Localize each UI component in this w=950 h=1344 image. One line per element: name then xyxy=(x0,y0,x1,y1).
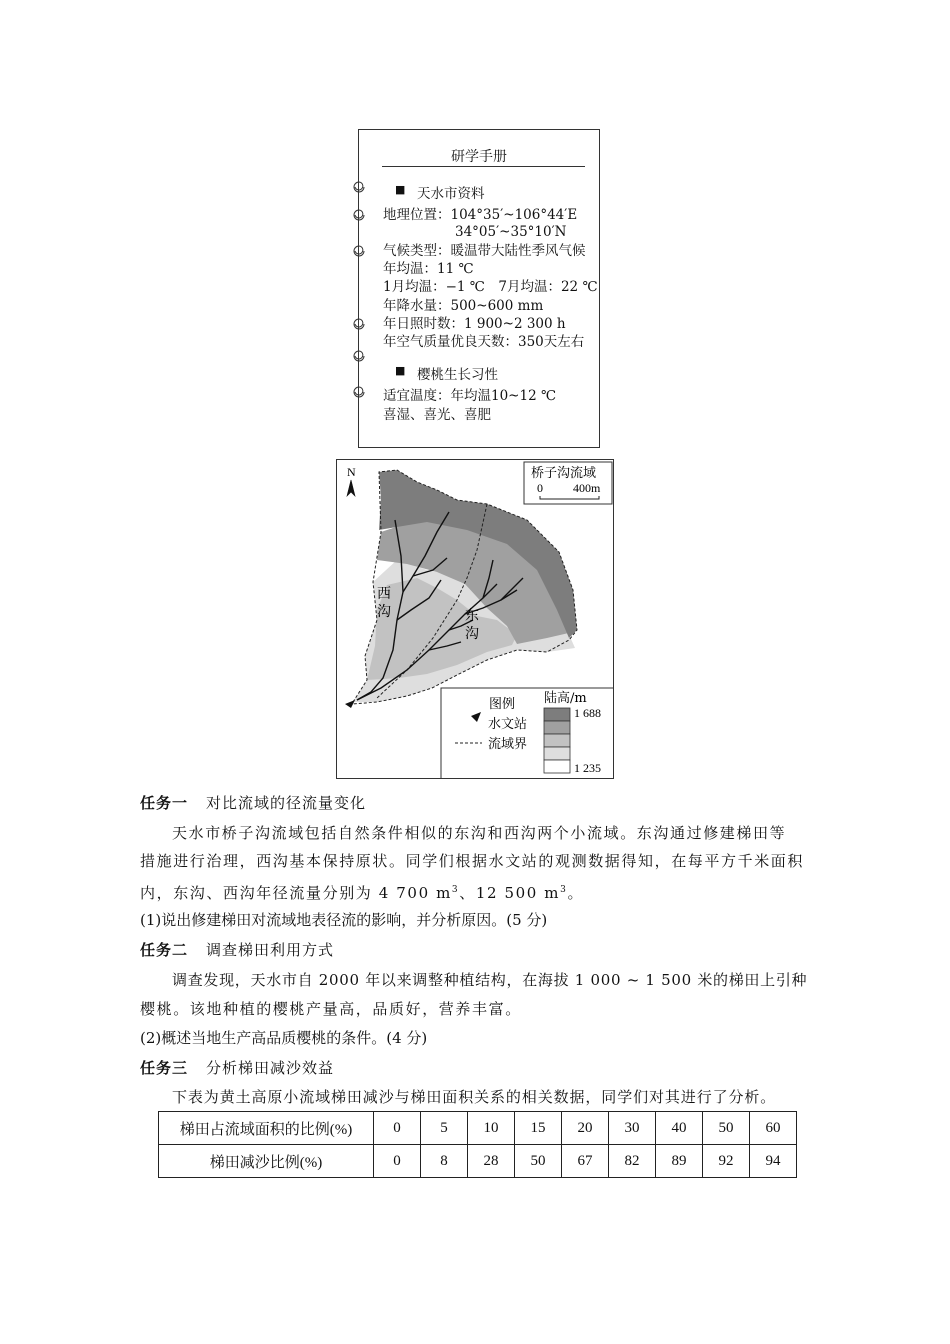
task1-heading: 任务一 对比流域的径流量变化 xyxy=(140,794,367,812)
handbook-line: 1月均温：−1 ℃ 7月均温：22 ℃ xyxy=(383,279,598,295)
table-cell: 5 xyxy=(421,1112,468,1145)
elevation-max-label: 1 688 xyxy=(574,706,601,720)
north-arrow-icon xyxy=(347,480,355,496)
question-2: (2)概述当地生产高品质樱桃的条件。(4 分) xyxy=(140,1029,428,1047)
table-row-header: 梯田减沙比例(%) xyxy=(159,1145,374,1178)
table-cell: 8 xyxy=(421,1145,468,1178)
handbook-line: 适宜温度：年均温10~12 ℃ xyxy=(383,388,557,404)
binder-ring-icon xyxy=(350,244,368,258)
handbook-section-heading: ■ 天水市资料 xyxy=(395,182,485,202)
elevation-swatch xyxy=(544,747,570,760)
handbook-line: 年空气质量优良天数：350天左右 xyxy=(383,334,585,350)
binder-ring-icon xyxy=(350,317,368,331)
east-gully-label-2: 沟 xyxy=(465,626,479,642)
elevation-legend-swatches xyxy=(544,708,570,773)
handbook-line: 34°05′~35°10′N xyxy=(455,224,567,240)
handbook-line: 年日照时数：1 900~2 300 h xyxy=(383,316,566,332)
task2-paragraph-line: 樱桃。该地种植的樱桃产量高，品质好，营养丰富。 xyxy=(140,1000,522,1018)
table-cell: 10 xyxy=(468,1112,515,1145)
table-cell: 50 xyxy=(515,1145,562,1178)
research-handbook-card xyxy=(358,129,600,448)
legend-elevation-title: 陆高/m xyxy=(544,691,587,706)
task3-paragraph-line: 下表为黄土高原小流域梯田减沙与梯田面积关系的相关数据，同学们对其进行了分析。 xyxy=(172,1088,777,1106)
west-gully-label-2: 沟 xyxy=(377,604,391,620)
task1-paragraph-line: 内，东沟、西沟年径流量分别为 4 700 $m^3$、12 500 $m^3$。 xyxy=(140,884,585,902)
east-gully-label-1: 东 xyxy=(465,608,479,624)
handbook-title-rule xyxy=(382,166,585,167)
table-cell: 28 xyxy=(468,1145,515,1178)
elevation-swatch xyxy=(544,721,570,734)
legend-station-label: 水文站 xyxy=(488,717,528,732)
hydrological-station-icon xyxy=(345,700,355,708)
binder-ring-icon xyxy=(350,349,368,363)
task2-heading: 任务二 调查梯田利用方式 xyxy=(140,941,335,959)
elevation-min-label: 1 235 xyxy=(574,761,601,775)
scale-zero: 0 xyxy=(537,481,543,495)
binder-ring-icon xyxy=(350,208,368,222)
task2-paragraph-line: 调查发现，天水市自 2000 年以来调整种植结构，在海拔 1 000 ~ 1 500 米的梯田上引种 xyxy=(172,971,808,989)
handbook-section-heading: ■ 樱桃生长习性 xyxy=(395,363,498,383)
legend-title: 图例 xyxy=(489,697,516,712)
table-cell: 82 xyxy=(609,1145,656,1178)
table-cell: 67 xyxy=(562,1145,609,1178)
table-cell: 30 xyxy=(609,1112,656,1145)
elevation-swatch xyxy=(544,734,570,747)
table-cell: 94 xyxy=(750,1145,797,1178)
table-row-header: 梯田占流域面积的比例(%) xyxy=(159,1112,374,1145)
binder-ring-icon xyxy=(350,385,368,399)
handbook-line: 地理位置：104°35′~106°44′E xyxy=(383,207,578,223)
table-cell: 20 xyxy=(562,1112,609,1145)
watershed-map xyxy=(336,459,614,779)
watershed-map-graphic xyxy=(337,460,614,779)
table-row xyxy=(159,1112,797,1145)
handbook-line: 年降水量：500~600 mm xyxy=(383,298,544,314)
elevation-swatch xyxy=(544,708,570,721)
elevation-swatch xyxy=(544,760,570,773)
table-cell: 0 xyxy=(374,1112,421,1145)
task1-paragraph-line: 天水市桥子沟流域包括自然条件相似的东沟和西沟两个小流域。东沟通过修建梯田等 xyxy=(172,824,787,842)
handbook-line: 年均温：11 ℃ xyxy=(383,261,474,277)
legend-boundary-label: 流域界 xyxy=(488,737,528,752)
table-row xyxy=(159,1145,797,1178)
table-cell: 92 xyxy=(703,1145,750,1178)
scale-max: 400m xyxy=(573,481,601,495)
table-cell: 50 xyxy=(703,1112,750,1145)
handbook-title: 研学手册 xyxy=(451,149,507,165)
handbook-line: 气候类型：暖温带大陆性季风气候 xyxy=(383,243,586,259)
table-cell: 0 xyxy=(374,1145,421,1178)
table-cell: 89 xyxy=(656,1145,703,1178)
handbook-line: 喜湿、喜光、喜肥 xyxy=(383,407,491,423)
binder-ring-icon xyxy=(350,180,368,194)
table-cell: 40 xyxy=(656,1112,703,1145)
question-1: (1)说出修建梯田对流域地表径流的影响，并分析原因。(5 分) xyxy=(140,911,548,929)
north-label: N xyxy=(347,465,356,479)
west-gully-label-1: 西 xyxy=(377,586,391,602)
task3-heading: 任务三 分析梯田减沙效益 xyxy=(140,1059,335,1077)
table-cell: 15 xyxy=(515,1112,562,1145)
map-title: 桥子沟流域 xyxy=(531,466,597,481)
task1-paragraph-line: 措施进行治理，西沟基本保持原状。同学们根据水文站的观测数据得知，在每平方千米面积 xyxy=(140,852,805,870)
table-cell: 60 xyxy=(750,1112,797,1145)
terrace-sediment-table xyxy=(158,1111,797,1178)
